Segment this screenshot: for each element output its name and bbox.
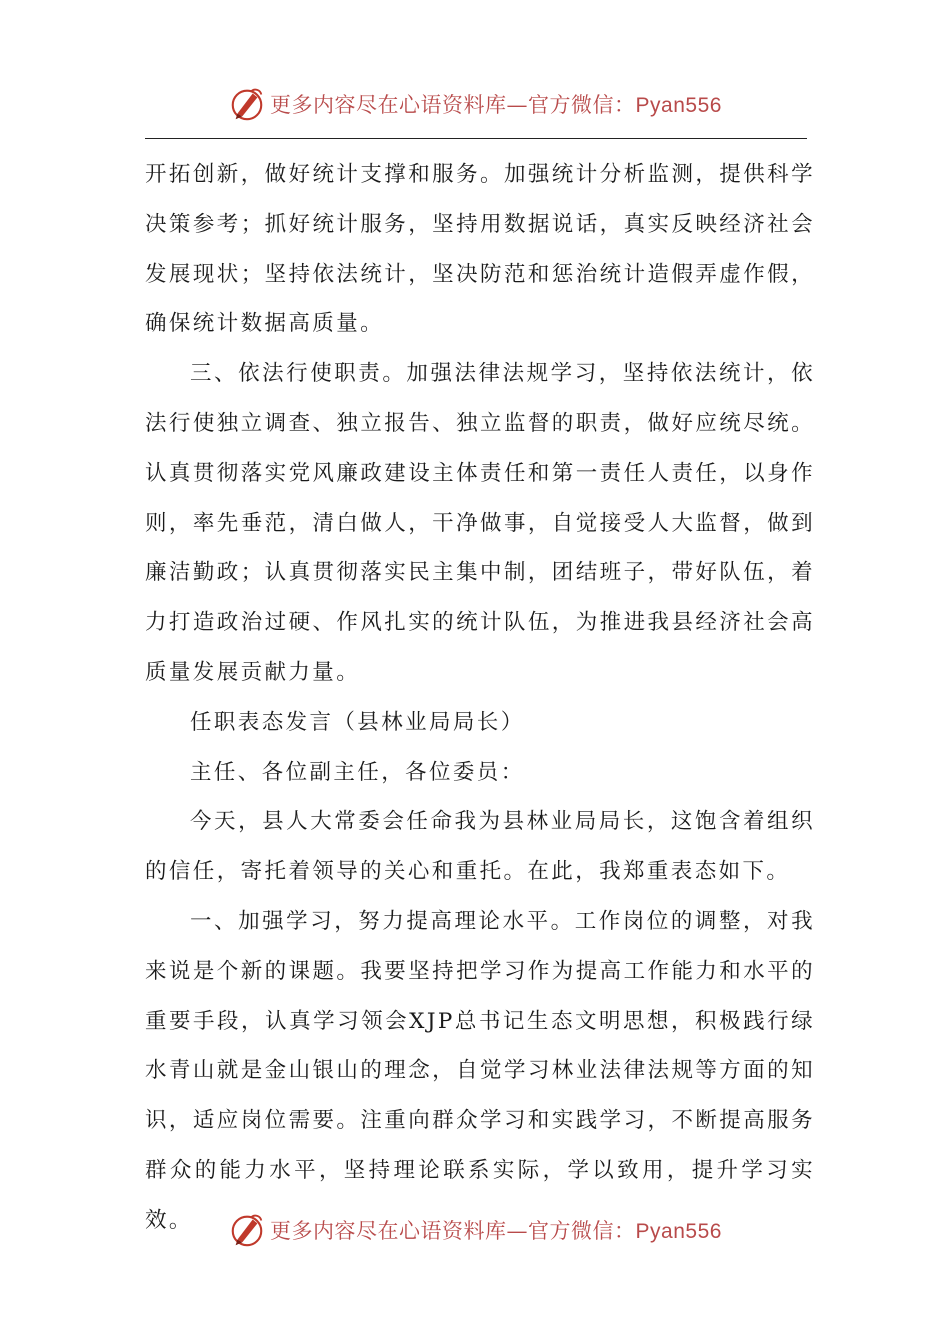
paragraph-continuation: 开拓创新，做好统计支撑和服务。加强统计分析监测，提供科学决策参考；抓好统计服务，坚持用数据说话，真实反映经济社会发展现状；坚持依法统计，坚决防范和惩治统计造假弄虚作假，确保统计数据高质量。 [145,162,815,337]
pen-logo-icon [228,85,266,123]
header-rule [145,138,807,139]
footer-banner-text: 更多内容尽在心语资料库—官方微信：Pyan556 [270,1219,722,1243]
paragraph-intro: 今天，县人大常委会任命我为县林业局局长，这饱含着组织的信任，寄托着领导的关心和重托。在此，我郑重表态如下。 [145,809,815,885]
header-banner-text: 更多内容尽在心语资料库—官方微信：Pyan556 [270,93,722,117]
document-body [145,150,815,1246]
salutation: 主任、各位副主任，各位委员： [190,759,525,785]
footer-banner [0,1208,950,1252]
paragraph-section-one: 一、加强学习，努力提高理论水平。工作岗位的调整，对我来说是个新的课题。我要坚持把学习作为提高工作能力和水平的重要手段，认真学习领会XJP总书记生态文明思想，积极践行绿水青山就是金山银山的理念，自觉学习林业法律法规等方面的知识，适应岗位需要。注重向群众学习和实践学习，不断提高服务群众的能力水平，坚持理论联系实际，学以致用，提升学习实效。 [145,908,815,1233]
wechat-id: Pyan556 [635,1220,722,1243]
wechat-id: Pyan556 [635,94,722,117]
header-banner [0,82,950,126]
pen-logo-icon [228,1211,266,1249]
paragraph-section-three: 三、依法行使职责。加强法律法规学习，坚持依法统计，依法行使独立调查、独立报告、独立监督的职责，做好应统尽统。认真贯彻落实党风廉政建设主体责任和第一责任人责任，以身作则，率先垂范，清白做人，干净做事，自觉接受人大监督，做到廉洁勤政；认真贯彻落实民主集中制，团结班子，带好队伍，着力打造政治过硬、作风扎实的统计队伍，为推进我县经济社会高质量发展贡献力量。 [145,361,815,685]
speech-title: 任职表态发言（县林业局局长） [190,709,525,735]
